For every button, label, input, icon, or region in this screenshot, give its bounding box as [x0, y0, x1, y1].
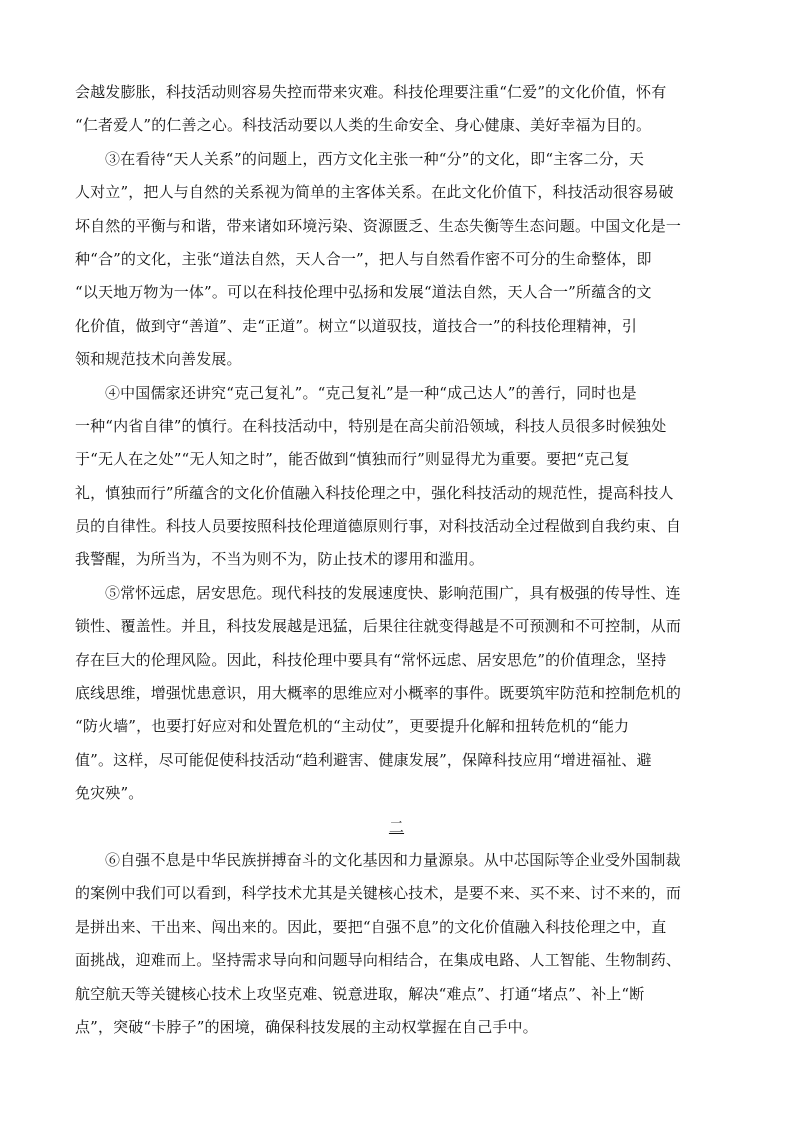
article-body — [75, 76, 718, 1044]
text-line: “仁者爱人”的仁善之心。科技活动要以人类的生命安全、身心健康、美好幸福为目的。 — [75, 116, 652, 135]
text-line: “防火墙”，也要打好应对和处置危机的“主动仗”，更要提升化解和扭转危机的“能力 — [75, 717, 630, 736]
text-line: 我警醒，为所当为，不当为则不为，防止技术的谬用和滥用。 — [75, 550, 485, 569]
text-line: 面挑战，迎难而上。坚持需求导向和问题导向相结合，在集成电路、人工智能、生物制药、 — [75, 951, 682, 970]
text-line: 的案例中我们可以看到，科学技术尤其是关键核心技术，是要不来、买不来、讨不来的，而 — [75, 884, 682, 903]
paragraph-p6 — [75, 844, 718, 1044]
text-line: “以天地万物为一体”。可以在科技伦理中弘扬和发展“道法自然，天人合一”所蕴含的文 — [75, 283, 652, 302]
text-line: 是拼出来、干出来、闯出来的。因此，要把“自强不息”的文化价值融入科技伦理之中，直 — [75, 917, 667, 936]
paragraph-p4 — [75, 377, 718, 577]
text-line: ⑤常怀远虑，居安思危。现代科技的发展速度快、影响范围广，具有极强的传导性、连 — [105, 583, 681, 602]
text-line: 点”，突破“卡脖子”的困境，确保科技发展的主动权掌握在自己手中。 — [75, 1017, 538, 1036]
text-line: 存在巨大的伦理风险。因此，科技伦理中要具有“常怀远虑、居安思危”的价值理念，坚持 — [75, 650, 667, 669]
text-line: 底线思维，增强忧患意识，用大概率的思维应对小概率的事件。既要筑牢防范和控制危机的 — [75, 684, 682, 703]
text-line: 航空航天等关键核心技术上攻坚克难、锐意进取，解决“难点”、打通“堵点”、补上“断 — [75, 984, 645, 1003]
text-line: 一种“内省自律”的慎行。在科技活动中，特别是在高尖前沿领域，科技人员很多时候独处 — [75, 416, 667, 435]
text-line: 坏自然的平衡与和谐，带来诸如环境污染、资源匮乏、生态失衡等生态问题。中国文化是一 — [75, 216, 682, 235]
text-line: ③在看待“天人关系”的问题上，西方文化主张一种“分”的文化，即“主客二分，天 — [105, 149, 645, 168]
text-line: 员的自律性。科技人员要按照科技伦理道德原则行事，对科技活动全过程做到自我约束、自 — [75, 517, 682, 536]
text-line: 免灾殃”。 — [75, 784, 144, 803]
paragraphs-before-heading — [75, 76, 718, 811]
text-line: 化价值，做到守“善道”、走“正道”。树立“以道驭技，道技合一”的科技伦理精神，引 — [75, 316, 638, 335]
text-line: 于“无人在之处”“无人知之时”，能否做到“慎独而行”则显得尤为重要。要把“克己复 — [75, 450, 630, 469]
section-heading — [75, 811, 718, 844]
text-line: 领和规范技术向善发展。 — [75, 350, 242, 369]
text-line: 种“合”的文化，主张“道法自然，天人合一”，把人与自然看作密不可分的生命整体，即 — [75, 249, 652, 268]
text-line: 会越发膨胀，科技活动则容易失控而带来灾难。科技伦理要注重“仁爱”的文化价值，怀有 — [75, 83, 667, 101]
paragraphs-after-heading — [75, 844, 718, 1044]
text-line: 礼，慎独而行”所蕴含的文化价值融入科技伦理之中，强化科技活动的规范性，提高科技人 — [75, 483, 674, 502]
text-line: 人对立”，把人与自然的关系视为简单的主客体关系。在此文化价值下，科技活动很容易破 — [75, 183, 674, 202]
text-line: ④中国儒家还讲究“克己复礼”。“克己复礼”是一种“成己达人”的善行，同时也是 — [105, 383, 637, 402]
text-line: 值”。这样，尽可能促使科技活动“趋利避害、健康发展”，保障科技应用“增进福祉、避 — [75, 750, 652, 769]
paragraph-p-cont — [75, 76, 718, 143]
text-line: ⑥自强不息是中华民族拼搏奋斗的文化基因和力量源泉。从中芯国际等企业受外国制裁 — [105, 850, 681, 869]
text-line: 锁性、覆盖性。并且，科技发展越是迅猛，后果往往就变得越是不可预测和不可控制，从而 — [75, 617, 682, 636]
paragraph-p3 — [75, 143, 718, 377]
paragraph-p5 — [75, 577, 718, 811]
section-heading-text: 二 — [388, 817, 405, 836]
